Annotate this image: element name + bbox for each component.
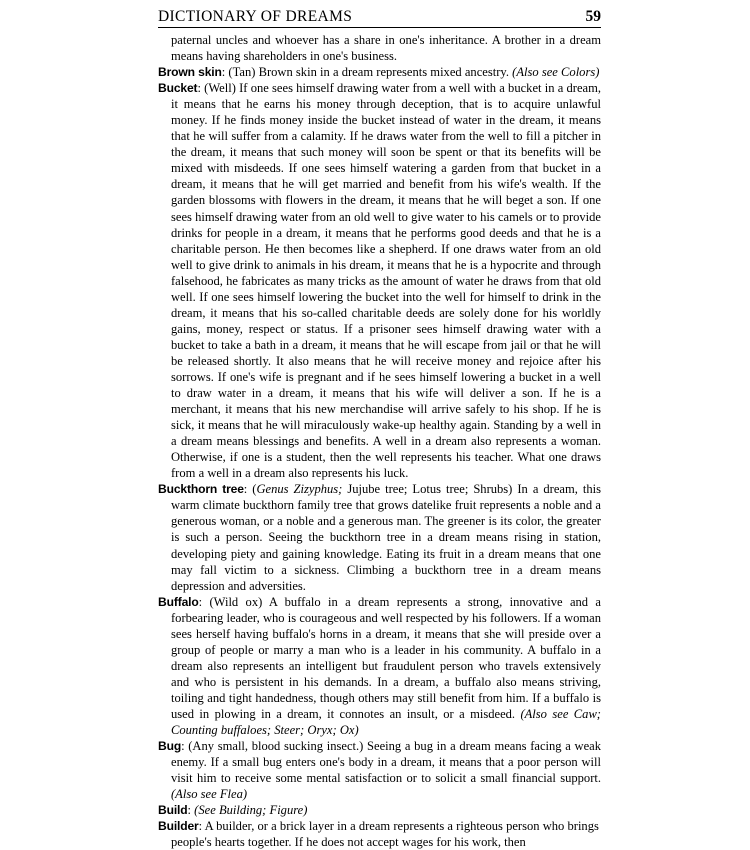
dictionary-entry xyxy=(158,738,601,802)
entry-headword: Buckthorn tree xyxy=(158,482,244,497)
paragraph-continuation xyxy=(158,32,601,64)
dictionary-entry xyxy=(158,481,601,593)
dictionary-entry xyxy=(158,594,601,738)
entry-cross-reference: (Also see Caw; Counting buffaloes; Steer; Oryx; Ox) xyxy=(171,706,601,738)
entry-headword: Buffalo xyxy=(158,594,199,609)
entry-headword: Bug xyxy=(158,739,182,754)
entry-headword: Builder xyxy=(158,819,199,834)
entry-headword: Brown skin xyxy=(158,65,222,80)
dictionary-entry xyxy=(158,818,601,850)
header-rule xyxy=(158,27,601,28)
text-column xyxy=(158,32,601,850)
dictionary-entry xyxy=(158,80,601,481)
entry-body-text: : (Tan) Brown skin in a dream represents mixed ancestry. xyxy=(221,65,513,80)
dictionary-entry xyxy=(158,64,601,80)
running-head-title: DICTIONARY OF DREAMS xyxy=(158,8,353,25)
entry-body-text: Jujube tree; Lotus tree; Shrubs) In a dream, this warm climate buckthorn family tree that grows datelike fruit represents a noble and a generous woman, or a noble and a generous man. The greener is its color, the greater is such a person. Seeing the buckthorn tree in a dream means rising in station, developing piety and gaining knowledge. Eating its fruit in a dream means that one may fall victim to a sickness. Climbing a buckthorn tree in a dream means depression and adversities. xyxy=(171,482,602,593)
entry-prefix: : ( xyxy=(243,482,257,497)
entry-cross-reference: (Also see Colors) xyxy=(512,65,600,80)
entry-italic-lead: Genus Zizyphus; xyxy=(256,482,343,497)
entry-headword: Bucket xyxy=(158,81,198,96)
entry-cross-reference: (Also see Flea) xyxy=(171,787,248,802)
running-head xyxy=(158,8,601,26)
entry-body-text: paternal uncles and whoever has a share in one's inheritance. A brother in a dream means having shareholders in one's business. xyxy=(171,33,601,64)
entry-body-text: : (Wild ox) A buffalo in a dream represents a strong, innovative and a forbearing leader, who is courageous and well respected by his followers. If a woman sees herself having buffalo's horns in a dream, it means that she will preside over a group of people or marry a man who is a leader in his community. A buffalo in a dream also represents an intelligent but fraudulent person who travels extensively and who is persistent in his demands. In a dream, a buffalo also means striving, toiling and tight handedness, though others may still benefit from him. If a buffalo is used in plowing in a dream, it connotes an insult, or a misdeed. xyxy=(171,594,601,721)
entry-body-text: : (Well) If one sees himself drawing water from a well with a bucket in a dream, it means that he earns his money through deception, that is to acquire unlawful money. If he finds money inside the bucket instead of water in the dream, it means that he will suffer from a calamity. If he draws water from the well to fill a pitcher in the dream, it means that such money will soon be spent or that its benefits will be mixed with misdeeds. If one sees himself watering a garden from that bucket in a dream, it means that he will get married and benefit from his wife's wealth. If the garden blossoms with flowers in the dream, it means that he will beget a son. If one sees himself drawing water from an old well to give water to his camels or to provide drinks for people in a dream, it means that he performs good deeds and that he is a charitable person. He then becomes like a shepherd. If one draws water from an old well to give drink to animals in his dream, it means that he is a hypocrite and through falsehood, he fabricates as many tricks as the amount of water he draws from that old well. If one sees himself lowering the bucket into the well for himself to drink in the dream, it means that his so-called charitable deeds are solely done for his worldly gains, money, respect or status. If a prisoner sees himself drawing water with a bucket to take a bath in a dream, it means that he will escape from jail or that he will be released shortly. It also means that he will receive money and rejoice after his sorrows. If one's wife is pregnant and if he sees himself lowering a bucket in a well to draw water in a dream, it means that his wife will deliver a son. If he is a merchant, it means that his new merchandise will arrive safely to his shop. If he is sick, it means that he will miraculously wake-up healthy again. Standing by a well in a dream means blessings and benefits. A well in a dream also represents a woman. Otherwise, if one is a student, then the well represents his teacher. What one draws from a well in a dream also represents his luck. xyxy=(171,81,601,481)
entry-cross-reference: (See Building; Figure) xyxy=(194,803,308,818)
dictionary-entry xyxy=(158,802,601,818)
entry-body-text: : A builder, or a brick layer in a dream represents a righteous person who brings people's hearts together. If he does not accept wages for his work, then xyxy=(171,819,599,850)
entry-body-text: : (Any small, blood sucking insect.) Seeing a bug in a dream means facing a weak enemy. If a small bug enters one's body in a dream, it means that a poor person will visit him to receive some mental satisfaction or to solicit a small financial support. xyxy=(171,739,601,786)
entry-headword: Build xyxy=(158,803,188,818)
page-number: 59 xyxy=(585,8,601,25)
entry-body-text: : xyxy=(187,803,195,818)
